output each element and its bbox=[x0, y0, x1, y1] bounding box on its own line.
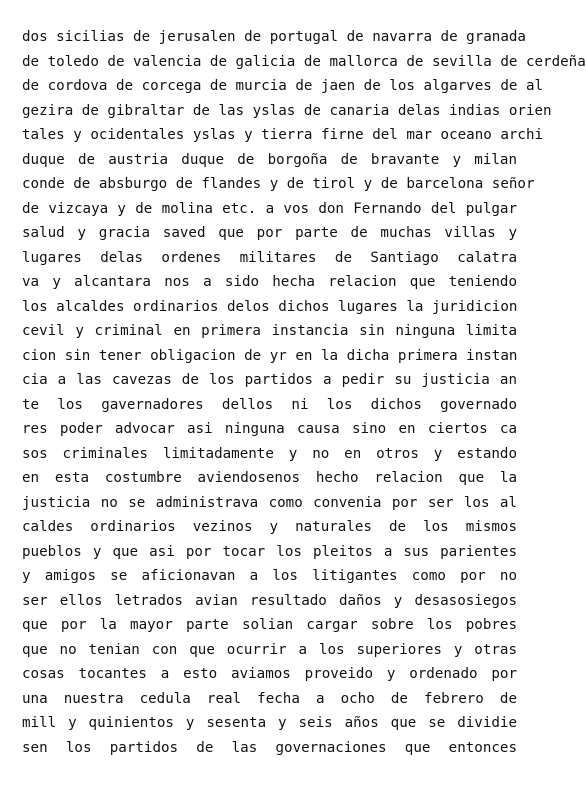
text-line: dos sicilias de jerusalen de portugal de navarra de granada bbox=[22, 29, 526, 45]
text-line: en esta costumbre aviendosenos hecho relacion que la bbox=[22, 470, 517, 486]
text-line: tales y ocidentales yslas y tierra firne del mar oceano archi bbox=[22, 127, 544, 143]
text-line: conde de absburgo de flandes y de tirol y de barcelona señor bbox=[22, 176, 535, 192]
text-line: cion sin tener obligacion de yr en la dicha primera instan bbox=[22, 347, 518, 364]
text-line: gezira de gibraltar de las yslas de canaria delas indias orien bbox=[22, 102, 552, 119]
text-line: mill y quinientos y sesenta y seis años que se dividie bbox=[22, 715, 517, 731]
text-line: los alcaldes ordinarios delos dichos lugares la juridicion bbox=[22, 298, 518, 315]
document-page bbox=[22, 25, 586, 760]
text-line: te los gavernadores dellos ni los dichos governado bbox=[22, 396, 517, 413]
text-line: cosas tocantes a esto aviamos proveido y ordenado por bbox=[22, 666, 517, 682]
text-line: y amigos se aficionavan a los litigantes como por no bbox=[22, 568, 517, 584]
text-line: va y alcantara nos a sido hecha relacion que teniendo bbox=[22, 274, 517, 290]
text-line: cia a las cavezas de los partidos a pedir su justicia an bbox=[22, 372, 517, 388]
text-line: pueblos y que asi por tocar los pleitos a sus parientes bbox=[22, 543, 517, 560]
text-line: justicia no se administrava como convenia por ser los al bbox=[22, 494, 517, 511]
text-line: salud y gracia saved que por parte de muchas villas y bbox=[22, 225, 517, 241]
text-line: sos criminales limitadamente y no en otros y estando bbox=[22, 445, 517, 462]
text-line: sen los partidos de las governaciones que entonces bbox=[22, 739, 517, 756]
text-line: que por la mayor parte solian cargar sobre los pobres bbox=[22, 617, 517, 633]
text-line: duque de austria duque de borgoña de bravante y milan bbox=[22, 151, 517, 168]
text-line: lugares delas ordenes militares de Santiago calatra bbox=[22, 249, 517, 266]
text-line: de vizcaya y de molina etc. a vos don Fernando del pulgar bbox=[22, 200, 517, 217]
text-line: ser ellos letrados avian resultado daños y desasosiegos bbox=[22, 592, 517, 609]
text-line: de cordova de corcega de murcia de jaen de los algarves de al bbox=[22, 78, 544, 94]
text-line: caldes ordinarios vezinos y naturales de los mismos bbox=[22, 519, 517, 535]
text-line: que no tenian con que ocurrir a los superiores y otras bbox=[22, 641, 517, 658]
text-line: de toledo de valencia de galicia de mallorca de sevilla de cerdeña bbox=[22, 53, 586, 70]
text-line: cevil y criminal en primera instancia sin ninguna limita bbox=[22, 323, 517, 339]
text-line: una nuestra cedula real fecha a ocho de febrero de bbox=[22, 690, 517, 707]
text-line: res poder advocar asi ninguna causa sino en ciertos ca bbox=[22, 421, 517, 437]
